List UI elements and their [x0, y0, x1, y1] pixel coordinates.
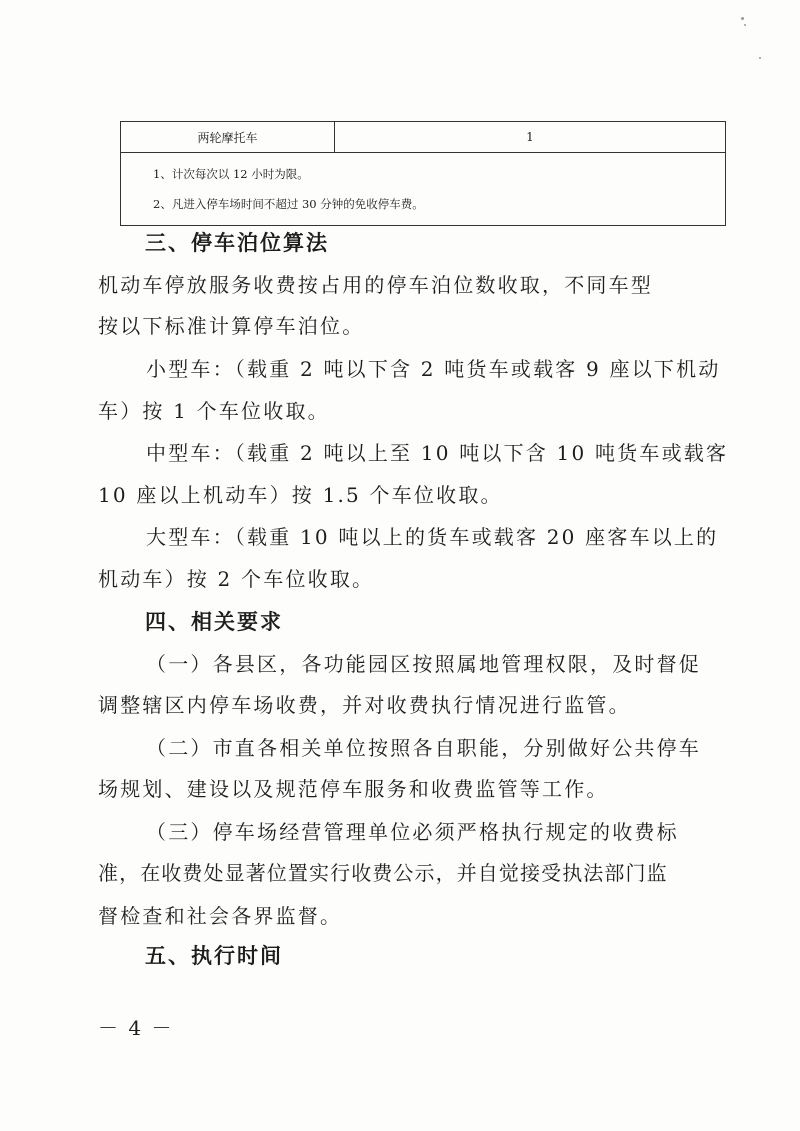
table-row [121, 122, 726, 153]
paragraph-line: 机动车停放服务收费按占用的停车泊位数收取，不同车型 [98, 273, 653, 297]
paragraph-line: 小型车：（载重 2 吨以下含 2 吨货车或载客 9 座以下机动 [146, 357, 721, 381]
paragraph-line: （二）市直各相关单位按照各自职能，分别做好公共停车 [146, 736, 701, 760]
paragraph-line: 中型车：（载重 2 吨以上至 10 吨以下含 10 吨货车或载客 [146, 441, 729, 465]
table-notes-cell [121, 153, 726, 226]
paragraph-line: 准，在收费处显著位置实行收费公示，并自觉接受执法部门监 [98, 861, 668, 885]
paragraph-line: 督检查和社会各界监督。 [98, 904, 343, 928]
table-notes-row [121, 153, 726, 226]
paragraph-line: 场规划、建设以及规范停车服务和收费监管等工作。 [98, 777, 609, 801]
scan-speck [759, 57, 761, 59]
section-heading: 五、执行时间 [145, 944, 283, 968]
vehicle-type-cell: 两轮摩托车 [121, 122, 335, 153]
section-heading: 四、相关要求 [145, 610, 283, 634]
paragraph-line: 大型车：（载重 10 吨以上的货车或载客 20 座客车以上的 [146, 525, 719, 549]
paragraph-line: （三）停车场经营管理单位必须严格执行规定的收费标 [146, 820, 679, 844]
paragraph-line: 调整辖区内停车场收费，并对收费执行情况进行监管。 [98, 693, 631, 717]
scan-speck [744, 24, 746, 26]
section-heading: 三、停车泊位算法 [145, 231, 329, 255]
scan-speck [741, 17, 744, 20]
table-note: 2、凡进入停车场时间不超过 30 分钟的免收停车费。 [153, 197, 424, 211]
paragraph-line: 车）按 1 个车位收取。 [98, 399, 330, 423]
parking-fee-table [120, 121, 726, 226]
paragraph-line: 按以下标准计算停车泊位。 [98, 314, 365, 338]
space-count-cell: 1 [335, 122, 726, 153]
paragraph-line: 机动车）按 2 个车位收取。 [98, 567, 375, 591]
paragraph-line: （一）各县区，各功能园区按照属地管理权限，及时督促 [146, 652, 701, 676]
table-note: 1、计次每次以 12 小时为限。 [153, 167, 309, 181]
page-number: － 4 － [98, 1016, 174, 1040]
paragraph-line: 10 座以上机动车）按 1.5 个车位收取。 [98, 483, 503, 507]
